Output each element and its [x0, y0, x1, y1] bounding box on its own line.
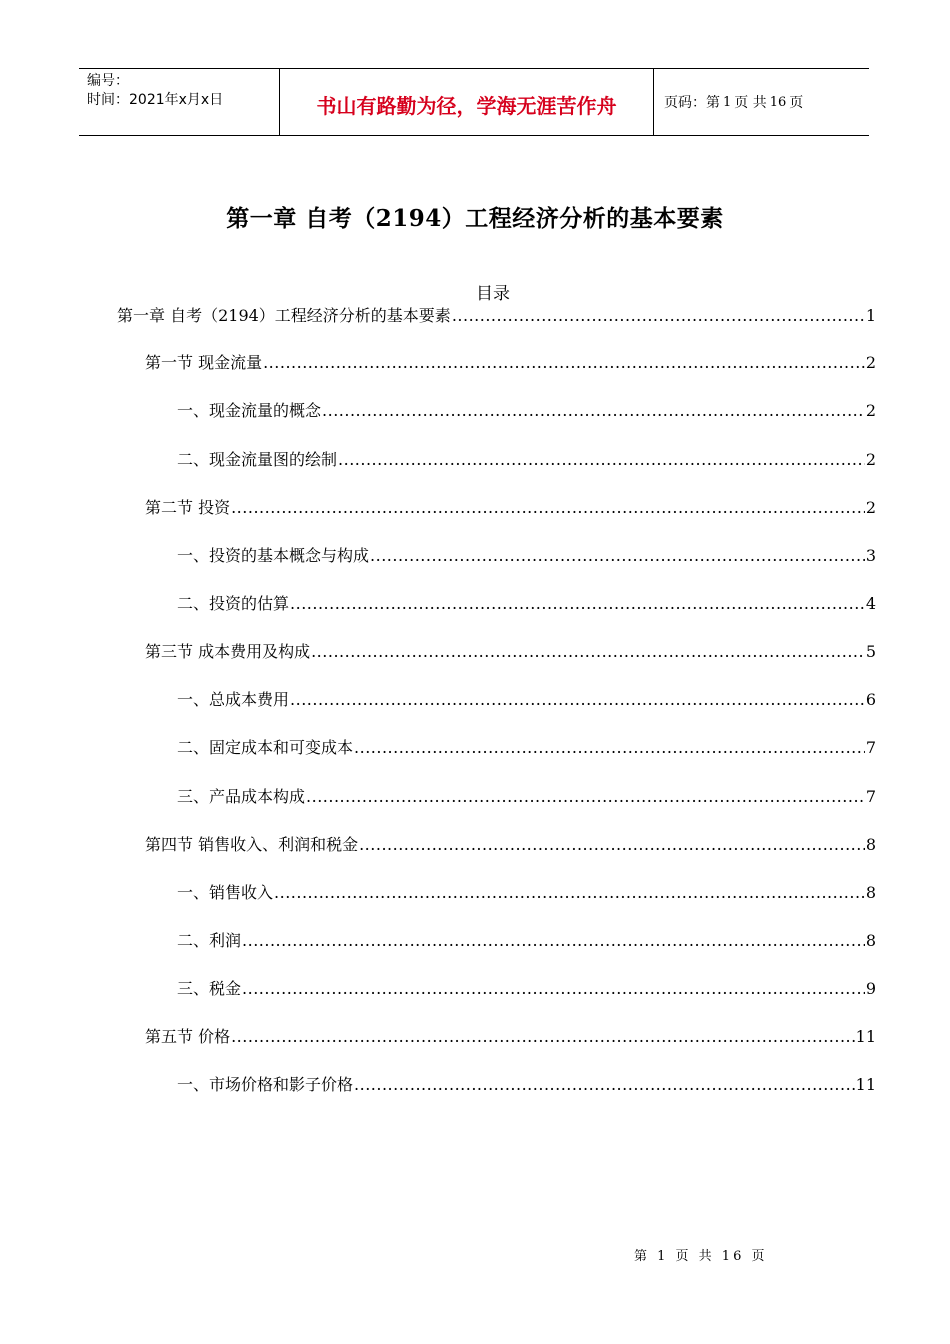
toc-entry-text: 一、总成本费用: [177, 690, 290, 709]
motto: 书山有路勤为径，学海无涯苦作舟: [316, 93, 617, 118]
toc-entry-page: 4: [865, 594, 876, 613]
toc-entry-text: 三、税金: [177, 979, 242, 998]
toc-entry[interactable]: [177, 688, 876, 712]
toc-entry-page: 3: [865, 546, 876, 565]
toc-entry[interactable]: [177, 399, 876, 423]
toc-entry[interactable]: [177, 736, 876, 760]
document-title: 第一章 自考（2194）工程经济分析的基本要素: [226, 205, 724, 232]
header-page-cell: [654, 69, 869, 135]
toc-entry[interactable]: [177, 929, 876, 953]
time-label: 时间：2021年x月x日: [87, 92, 224, 108]
header-meta-cell: [79, 69, 280, 135]
toc-entry-page: 2: [865, 450, 876, 469]
toc-entry-page: 2: [865, 353, 876, 372]
page-total: 16: [769, 94, 787, 110]
page-current: 1: [723, 94, 732, 110]
page-prefix: 页码：第: [664, 95, 720, 111]
toc-entry[interactable]: [145, 496, 876, 520]
toc-leader: [231, 1025, 855, 1049]
toc-entry-text: 一、市场价格和影子价格: [177, 1075, 354, 1094]
page-footer: 第 1 页 共 16 页: [634, 1249, 768, 1264]
toc-entry[interactable]: [177, 448, 876, 472]
toc-leader: [306, 785, 865, 809]
toc-leader: [263, 351, 865, 375]
toc-entry[interactable]: [145, 351, 876, 375]
toc-leader: [290, 688, 865, 712]
toc-entry[interactable]: [145, 833, 876, 857]
toc-entry-page: 8: [865, 883, 876, 902]
toc-entry-text: 二、利润: [177, 931, 242, 950]
toc-entry[interactable]: [177, 592, 876, 616]
page-header: [79, 68, 869, 136]
header-motto-cell: [280, 69, 654, 135]
toc-entry[interactable]: [177, 977, 876, 1001]
toc-entry-page: 2: [865, 498, 876, 517]
toc-entry-text: 二、固定成本和可变成本: [177, 738, 354, 757]
toc-leader: [311, 640, 865, 664]
toc-leader: [322, 399, 865, 423]
toc-entry[interactable]: [177, 1073, 876, 1097]
toc-entry-text: 第一章 自考（2194）工程经济分析的基本要素: [117, 306, 451, 325]
toc-leader: [452, 304, 865, 328]
toc-entry[interactable]: [177, 544, 876, 568]
toc-entry[interactable]: [145, 1025, 876, 1049]
toc-leader: [359, 833, 865, 857]
toc-leader: [290, 592, 865, 616]
toc-entry-text: 一、现金流量的概念: [177, 401, 322, 420]
toc-entry-page: 7: [865, 738, 876, 757]
toc-leader: [354, 1073, 855, 1097]
toc-entry-text: 第四节 销售收入、利润和税金: [145, 835, 359, 854]
toc-leader: [370, 544, 865, 568]
toc-entry[interactable]: [177, 785, 876, 809]
toc-entry-text: 二、投资的估算: [177, 594, 290, 613]
toc-entry-text: 三、产品成本构成: [177, 787, 306, 806]
toc-heading: 目录: [476, 284, 510, 304]
page-suffix: 页: [789, 95, 804, 111]
number-label: 编号：: [87, 73, 129, 89]
toc-entry-text: 一、销售收入: [177, 883, 274, 902]
toc-entry-page: 2: [865, 401, 876, 420]
toc-entry-text: 第五节 价格: [145, 1027, 231, 1046]
toc-leader: [338, 448, 865, 472]
toc-leader: [354, 736, 865, 760]
page-mid: 页 共: [734, 95, 767, 111]
toc-leader: [274, 881, 865, 905]
toc-entry[interactable]: [145, 640, 876, 664]
toc-entry-text: 第三节 成本费用及构成: [145, 642, 311, 661]
toc-entry-page: 11: [855, 1075, 876, 1094]
toc-entry[interactable]: [117, 304, 876, 328]
toc-entry-page: 5: [865, 642, 876, 661]
toc-entry-page: 7: [865, 787, 876, 806]
toc-entry-page: 6: [865, 690, 876, 709]
toc-entry-text: 第一节 现金流量: [145, 353, 263, 372]
toc-entry-page: 8: [865, 931, 876, 950]
toc-entry-text: 第二节 投资: [145, 498, 231, 517]
toc-entry-page: 8: [865, 835, 876, 854]
toc-leader: [242, 929, 865, 953]
toc-entry-page: 11: [855, 1027, 876, 1046]
toc-entry[interactable]: [177, 881, 876, 905]
toc-leader: [242, 977, 865, 1001]
toc-entry-page: 9: [865, 979, 876, 998]
toc-entry-text: 二、现金流量图的绘制: [177, 450, 338, 469]
toc-leader: [231, 496, 865, 520]
toc-entry-text: 一、投资的基本概念与构成: [177, 546, 370, 565]
toc-entry-page: 1: [865, 306, 876, 325]
